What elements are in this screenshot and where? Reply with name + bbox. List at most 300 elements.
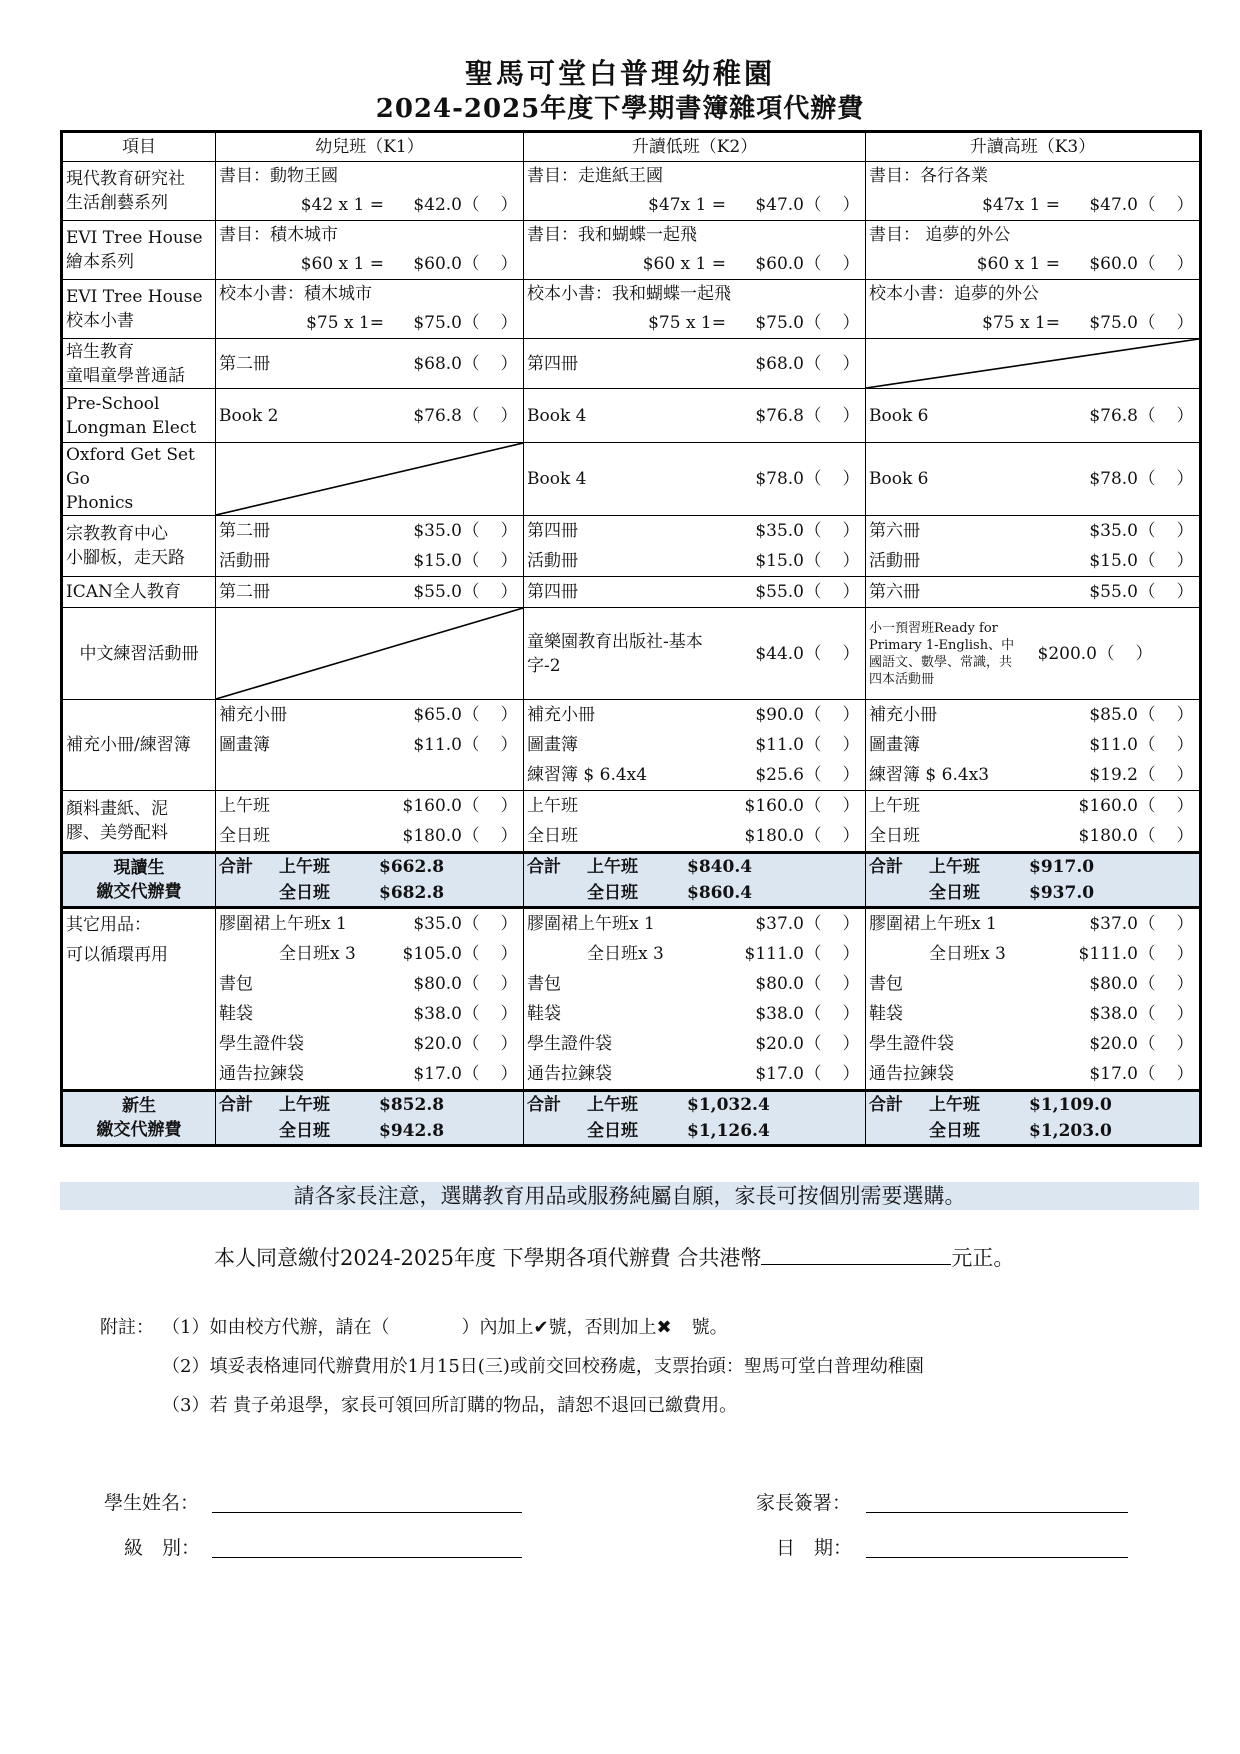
item-name: 學生證件袋 — [527, 1034, 612, 1054]
checkbox-bracket[interactable]: （ ） — [462, 521, 520, 541]
item-category — [62, 791, 216, 853]
fee-cell — [216, 908, 524, 1091]
item-price: $35.0 — [413, 521, 462, 541]
item-quantity: $47x 1 = — [648, 195, 726, 215]
item-price: $15.0 — [1089, 551, 1138, 571]
checkbox-bracket[interactable]: （ ） — [1138, 944, 1196, 964]
item-name: 全日班x 3 — [587, 944, 664, 964]
checkbox-bracket[interactable]: （ ） — [1138, 796, 1196, 816]
book-title: 校本小書：我和蝴蝶一起飛 — [527, 284, 731, 304]
fee-cell — [866, 908, 1201, 1091]
checkbox-bracket[interactable]: （ ） — [462, 313, 520, 333]
checkbox-bracket[interactable]: （ ） — [462, 1004, 520, 1024]
item-name: 第四冊 — [527, 582, 578, 602]
checkbox-bracket[interactable]: （ ） — [1138, 405, 1196, 426]
item-price: $17.0 — [755, 1064, 804, 1084]
line-item — [219, 700, 520, 730]
checkbox-bracket[interactable]: （ ） — [804, 582, 862, 602]
line-item — [219, 909, 520, 939]
checkbox-bracket[interactable]: （ ） — [804, 914, 862, 934]
line-item — [219, 546, 520, 576]
checkbox-bracket[interactable]: （ ） — [804, 826, 862, 846]
date-label: 日 期： — [776, 1537, 853, 1559]
item-price: $55.0 — [1089, 582, 1138, 602]
item-quantity: $60 x 1 = — [642, 254, 726, 274]
checkbox-bracket[interactable]: （ ） — [1138, 551, 1196, 571]
checkbox-bracket[interactable]: （ ） — [804, 1004, 862, 1024]
item-name: Book 4 — [527, 469, 587, 489]
line-item — [219, 1059, 520, 1089]
table-row — [62, 700, 1201, 791]
item-name: 全日班 — [527, 826, 578, 846]
item-name: 通告拉鍊袋 — [527, 1064, 612, 1084]
total-label-line: 現讀生 — [113, 858, 165, 878]
item-name: 膠圍裙上午班x 1 — [527, 914, 655, 934]
item-name: 第六冊 — [869, 582, 920, 602]
item-name: 膠圍裙上午班x 1 — [869, 914, 997, 934]
checkbox-bracket[interactable]: （ ） — [462, 826, 520, 846]
total-am-value: $840.4 — [687, 857, 753, 877]
checkbox-bracket[interactable]: （ ） — [1138, 914, 1196, 934]
checkbox-bracket[interactable]: （ ） — [804, 353, 862, 374]
item-price: $85.0 — [1089, 705, 1138, 725]
total-full-value: $1,203.0 — [1029, 1121, 1112, 1141]
total-full-value: $860.4 — [687, 883, 753, 903]
header-item: 項目 — [62, 132, 216, 162]
total-full-value: $942.8 — [379, 1121, 445, 1141]
note-1-a: （1）如由校方代辦，請在（ — [162, 1317, 390, 1338]
checkbox-bracket[interactable]: （ ） — [1138, 826, 1196, 846]
item-name: 練習簿 $ 6.4x4 — [527, 765, 648, 785]
fee-cell — [216, 577, 524, 608]
line-item — [527, 464, 862, 494]
item-category-line: ICAN全人教育 — [66, 582, 181, 602]
item-price: $20.0 — [755, 1034, 804, 1054]
amount-blank[interactable] — [761, 1244, 951, 1265]
item-name: 上午班 — [219, 796, 270, 816]
item-name: 活動冊 — [219, 551, 270, 571]
total-heji: 合計 — [869, 1095, 903, 1115]
item-price: $76.8 — [755, 405, 804, 426]
checkbox-bracket[interactable]: （ ） — [1138, 582, 1196, 602]
line-item — [219, 349, 520, 379]
fee-cell — [524, 700, 866, 791]
item-quantity: $42 x 1 = — [300, 195, 384, 215]
total-label — [62, 1091, 216, 1146]
line-item — [527, 1059, 862, 1089]
item-price: $35.0 — [755, 521, 804, 541]
item-name: 補充小冊 — [869, 705, 937, 725]
item-price: $180.0 — [402, 826, 462, 846]
item-price: $17.0 — [413, 1064, 462, 1084]
total-full-label: 全日班 — [587, 1121, 638, 1141]
checkbox-bracket[interactable]: （ ） — [804, 765, 862, 785]
total-heji: 合計 — [219, 857, 253, 877]
item-price: $180.0 — [744, 826, 804, 846]
item-category-line: 補充小冊/練習簿 — [66, 735, 191, 755]
item-price: $15.0 — [413, 551, 462, 571]
item-name: 鞋袋 — [869, 1004, 903, 1024]
table-row — [62, 162, 1201, 221]
checkbox-bracket[interactable]: （ ） — [804, 313, 862, 333]
item-name: 上午班 — [527, 796, 578, 816]
item-price: $44.0 — [755, 643, 804, 664]
table-header-row — [62, 132, 1201, 162]
item-price: $180.0 — [1078, 826, 1138, 846]
line-item — [869, 308, 1196, 338]
checkbox-bracket[interactable]: （ ） — [804, 1064, 862, 1084]
item-name: 通告拉鍊袋 — [869, 1064, 954, 1084]
item-name: 第四冊 — [527, 353, 578, 374]
line-item — [219, 190, 520, 220]
fee-cell — [524, 516, 866, 577]
item-category — [62, 608, 216, 700]
line-item — [869, 401, 1196, 431]
checkbox-bracket[interactable]: （ ） — [1138, 254, 1196, 274]
checkbox-bracket[interactable]: （ ） — [804, 974, 862, 994]
item-category-line: 校本小書 — [66, 311, 134, 331]
consent-text: 本人同意繳付2024-2025年度 下學期各項代辦費 合共港幣 — [214, 1246, 762, 1270]
table-row — [62, 791, 1201, 853]
checkbox-bracket[interactable]: （ ） — [1138, 1034, 1196, 1054]
item-price: $68.0 — [413, 353, 462, 374]
item-quantity: $75 x 1= — [306, 313, 384, 333]
item-price: $80.0 — [755, 974, 804, 994]
line-item — [527, 577, 862, 607]
item-price: $38.0 — [755, 1004, 804, 1024]
total-row — [62, 1091, 1201, 1146]
parent-signature-field[interactable] — [866, 1512, 1128, 1513]
item-price: $105.0 — [402, 944, 462, 964]
checkbox-bracket[interactable]: （ ） — [462, 705, 520, 725]
checkbox-bracket[interactable]: （ ） — [1138, 1004, 1196, 1024]
checkbox-bracket[interactable]: （ ） — [1138, 735, 1196, 755]
student-name-field[interactable] — [212, 1512, 522, 1513]
item-price: $47.0 — [755, 195, 804, 215]
line-item — [869, 190, 1196, 220]
total-am-value: $662.8 — [379, 857, 445, 877]
checkbox-bracket[interactable]: （ ） — [804, 405, 862, 426]
line-item — [527, 939, 862, 969]
item-category-line: 顏料畫紙、泥 — [66, 799, 168, 819]
checkbox-bracket[interactable]: （ ） — [804, 195, 862, 215]
item-price: $37.0 — [1089, 914, 1138, 934]
item-price: $200.0 — [1037, 643, 1097, 664]
total-am-label: 上午班 — [929, 857, 980, 877]
item-name: 第二冊 — [219, 521, 270, 541]
line-item — [527, 516, 862, 546]
checkbox-bracket[interactable]: （ ） — [804, 254, 862, 274]
checkbox-bracket[interactable]: （ ） — [462, 254, 520, 274]
item-category — [62, 162, 216, 221]
total-am-value: $1,109.0 — [1029, 1095, 1112, 1115]
checkbox-bracket[interactable]: （ ） — [462, 582, 520, 602]
item-price: $55.0 — [413, 582, 462, 602]
not-applicable-cell — [216, 443, 524, 516]
checkbox-bracket[interactable]: （ ） — [804, 551, 862, 571]
fee-cell — [866, 162, 1201, 221]
item-name: Book 2 — [219, 405, 279, 426]
table-row — [62, 443, 1201, 516]
line-item — [869, 760, 1196, 790]
not-applicable-cell — [216, 608, 524, 700]
total-full-label: 全日班 — [929, 1121, 980, 1141]
checkbox-bracket[interactable]: （ ） — [462, 1034, 520, 1054]
line-item — [527, 308, 862, 338]
total-full-label: 全日班 — [587, 883, 638, 903]
item-price: $35.0 — [413, 914, 462, 934]
item-price: $111.0 — [744, 944, 804, 964]
checkbox-bracket[interactable]: （ ） — [462, 944, 520, 964]
fee-cell — [524, 280, 866, 339]
item-name: 書包 — [527, 974, 561, 994]
item-name: 第六冊 — [869, 521, 920, 541]
total-am-value: $1,032.4 — [687, 1095, 770, 1115]
item-price: $76.8 — [1089, 405, 1138, 426]
line-item — [527, 249, 862, 279]
checkbox-bracket[interactable]: （ ） — [804, 469, 862, 489]
total-label-line: 新生 — [122, 1096, 156, 1116]
item-category-line: 中文練習活動冊 — [79, 643, 199, 664]
total-heji: 合計 — [527, 857, 561, 877]
fee-cell — [524, 608, 866, 700]
item-category-line: Phonics — [66, 493, 134, 513]
book-title: 書目：動物王國 — [219, 166, 338, 186]
line-item — [869, 1059, 1196, 1089]
checkbox-bracket[interactable]: （ ） — [804, 705, 862, 725]
line-item — [219, 939, 520, 969]
checkbox-bracket[interactable]: （ ） — [462, 1064, 520, 1084]
item-price: $75.0 — [755, 313, 804, 333]
total-full-value: $937.0 — [1029, 883, 1095, 903]
item-name: 活動冊 — [869, 551, 920, 571]
line-item — [219, 791, 520, 821]
total-heji: 合計 — [869, 857, 903, 877]
total-am-label: 上午班 — [279, 857, 330, 877]
total-cell — [866, 853, 1201, 908]
line-item — [219, 1029, 520, 1059]
item-name: 全日班x 3 — [929, 944, 1006, 964]
fee-cell — [866, 221, 1201, 280]
fee-cell — [216, 791, 524, 853]
line-item — [527, 700, 862, 730]
item-name: 學生證件袋 — [219, 1034, 304, 1054]
checkbox-bracket[interactable]: （ ） — [1097, 643, 1155, 664]
checkbox-bracket[interactable]: （ ） — [462, 353, 520, 374]
checkbox-bracket[interactable]: （ ） — [462, 195, 520, 215]
item-price: $25.6 — [755, 765, 804, 785]
item-quantity: $47x 1 = — [982, 195, 1060, 215]
item-price: $75.0 — [413, 313, 462, 333]
line-item — [869, 730, 1196, 760]
item-category-line: 培生教育 — [66, 341, 134, 362]
note-1 — [162, 1313, 728, 1339]
item-name: 鞋袋 — [527, 1004, 561, 1024]
item-name: 圖畫簿 — [219, 735, 270, 755]
item-price: $60.0 — [413, 254, 462, 274]
item-quantity: $60 x 1 = — [976, 254, 1060, 274]
line-item — [219, 969, 520, 999]
table-row — [62, 608, 1201, 700]
checkbox-bracket[interactable]: （ ） — [1138, 195, 1196, 215]
item-name: 活動冊 — [527, 551, 578, 571]
line-item — [219, 730, 520, 760]
fee-cell — [866, 791, 1201, 853]
book-title: 書目：積木城市 — [219, 225, 338, 245]
item-name: 練習簿 $ 6.4x3 — [869, 765, 990, 785]
line-item — [869, 516, 1196, 546]
checkbox-bracket[interactable]: （ ） — [804, 735, 862, 755]
checkbox-bracket[interactable]: （ ） — [804, 643, 862, 664]
item-name: 學生證件袋 — [869, 1034, 954, 1054]
fee-cell — [216, 516, 524, 577]
table-row — [62, 339, 1201, 389]
checkbox-bracket[interactable]: （ ） — [462, 735, 520, 755]
note-1-b: ）內加上✔號，否則加上✖ — [461, 1317, 672, 1338]
item-category-line: 膠、美勞配料 — [66, 823, 168, 843]
form-title: 2024-2025年度下學期書簿雜項代辦費 — [375, 94, 865, 124]
item-name: 上午班 — [869, 796, 920, 816]
line-item — [527, 630, 862, 678]
consent-suffix: 元正。 — [951, 1246, 1015, 1270]
fee-cell — [866, 516, 1201, 577]
line-item — [219, 401, 520, 431]
item-category — [62, 221, 216, 280]
table-row — [62, 908, 1201, 1091]
item-price: $78.0 — [1089, 469, 1138, 489]
checkbox-bracket[interactable]: （ ） — [804, 521, 862, 541]
class-field[interactable] — [212, 1557, 522, 1558]
fee-cell — [524, 221, 866, 280]
item-name: 通告拉鍊袋 — [219, 1064, 304, 1084]
table-row — [62, 516, 1201, 577]
item-category-line: 其它用品： — [66, 915, 151, 935]
item-category — [62, 339, 216, 389]
checkbox-bracket[interactable]: （ ） — [1138, 469, 1196, 489]
book-title: 書目：走進紙王國 — [527, 166, 663, 186]
checkbox-bracket[interactable]: （ ） — [462, 974, 520, 994]
item-price: $160.0 — [1078, 796, 1138, 816]
fee-cell — [524, 162, 866, 221]
checkbox-bracket[interactable]: （ ） — [1138, 705, 1196, 725]
book-title: 校本小書：追夢的外公 — [869, 284, 1039, 304]
table-row — [62, 280, 1201, 339]
fee-cell — [866, 577, 1201, 608]
table-row — [62, 577, 1201, 608]
item-name: Book 4 — [527, 405, 587, 426]
total-am-label: 上午班 — [587, 857, 638, 877]
total-cell — [524, 853, 866, 908]
line-item — [527, 821, 862, 851]
item-price: $65.0 — [413, 705, 462, 725]
diagonal-slash — [216, 443, 523, 515]
line-item — [527, 546, 862, 576]
item-category — [62, 577, 216, 608]
fee-cell — [216, 700, 524, 791]
item-name: 全日班 — [869, 826, 920, 846]
checkbox-bracket[interactable]: （ ） — [804, 796, 862, 816]
checkbox-bracket[interactable]: （ ） — [1138, 313, 1196, 333]
checkbox-bracket[interactable]: （ ） — [462, 796, 520, 816]
class-label: 級 別： — [124, 1537, 201, 1559]
item-quantity: $75 x 1= — [648, 313, 726, 333]
fee-cell — [524, 389, 866, 443]
item-category-line: EVI Tree House — [66, 228, 203, 248]
fee-cell — [866, 389, 1201, 443]
total-full-label: 全日班 — [279, 1121, 330, 1141]
total-label — [62, 853, 216, 908]
checkbox-bracket[interactable]: （ ） — [462, 551, 520, 571]
item-category-line: 現代教育研究社 — [66, 169, 185, 189]
line-item — [869, 1029, 1196, 1059]
header-k1: 幼兒班（K1） — [216, 132, 524, 162]
item-name: 鞋袋 — [219, 1004, 253, 1024]
student-name-label: 學生姓名： — [104, 1492, 200, 1514]
item-category — [62, 280, 216, 339]
note-1-c: 號。 — [691, 1317, 728, 1338]
checkbox-bracket[interactable]: （ ） — [804, 944, 862, 964]
checkbox-bracket[interactable]: （ ） — [1138, 765, 1196, 785]
fee-cell — [216, 221, 524, 280]
total-full-value: $1,126.4 — [687, 1121, 770, 1141]
item-price: $68.0 — [755, 353, 804, 374]
checkbox-bracket[interactable]: （ ） — [1138, 1064, 1196, 1084]
fee-cell — [216, 280, 524, 339]
item-name: 補充小冊 — [219, 705, 287, 725]
total-heji: 合計 — [527, 1095, 561, 1115]
header-k3: 升讀高班（K3） — [866, 132, 1201, 162]
line-item — [527, 730, 862, 760]
item-price: $37.0 — [755, 914, 804, 934]
total-full-label: 全日班 — [929, 883, 980, 903]
checkbox-bracket[interactable]: （ ） — [804, 1034, 862, 1054]
item-category-line: 可以循環再用 — [66, 945, 168, 965]
line-item — [869, 249, 1196, 279]
item-name: 第二冊 — [219, 582, 270, 602]
fee-cell — [524, 339, 866, 389]
checkbox-bracket[interactable]: （ ） — [1138, 521, 1196, 541]
total-label-line: 繳交代辦費 — [96, 882, 182, 902]
header-k2: 升讀低班（K2） — [524, 132, 866, 162]
book-title: 書目：各行各業 — [869, 166, 988, 186]
line-item — [527, 1029, 862, 1059]
item-price: $35.0 — [1089, 521, 1138, 541]
item-price: $160.0 — [744, 796, 804, 816]
checkbox-bracket[interactable]: （ ） — [1138, 974, 1196, 994]
item-category-line: 生活創藝系列 — [66, 193, 168, 213]
fee-cell — [216, 339, 524, 389]
line-item — [869, 577, 1196, 607]
line-item — [527, 760, 862, 790]
line-item — [527, 349, 862, 379]
line-item — [527, 969, 862, 999]
item-name: 小一預習班Ready for Primary 1-English、中國語文、數學、常識，共四本活動冊 — [869, 620, 1015, 687]
date-field[interactable] — [866, 1557, 1128, 1558]
line-item — [869, 464, 1196, 494]
item-category-line: Oxford Get Set Go — [66, 445, 195, 489]
table-row — [62, 221, 1201, 280]
checkbox-bracket[interactable]: （ ） — [462, 914, 520, 934]
fee-cell — [216, 162, 524, 221]
checkbox-bracket[interactable]: （ ） — [462, 405, 520, 426]
book-title: 校本小書：積木城市 — [219, 284, 372, 304]
line-item — [219, 308, 520, 338]
total-cell — [216, 1091, 524, 1146]
total-cell — [524, 1091, 866, 1146]
item-category — [62, 389, 216, 443]
item-category — [62, 908, 216, 1091]
item-price: $47.0 — [1089, 195, 1138, 215]
